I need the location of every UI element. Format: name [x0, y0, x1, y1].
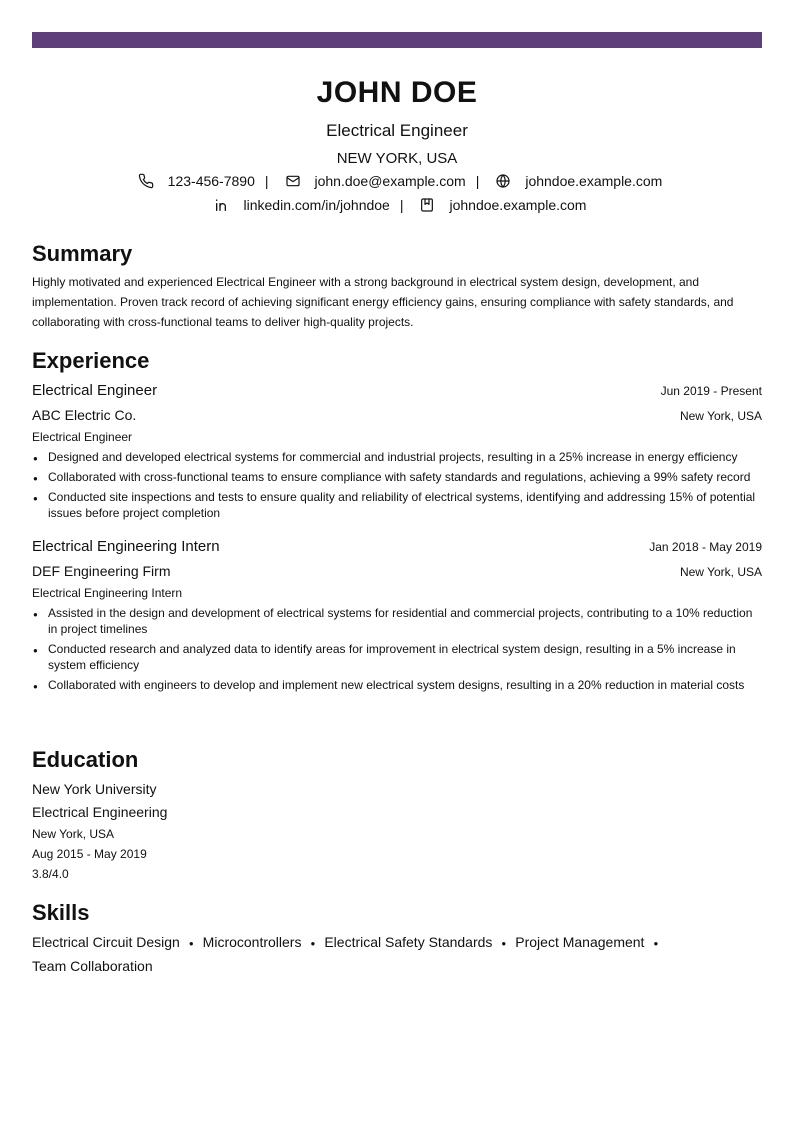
separator: |	[264, 173, 269, 189]
separator: |	[399, 197, 404, 213]
phone-number[interactable]: 123-456-7890	[167, 173, 255, 189]
skill-item: Electrical Safety Standards ●	[324, 934, 507, 950]
school-location: New York, USA	[32, 827, 115, 841]
resume-header	[32, 74, 762, 216]
company-name: ABC Electric Co.	[32, 407, 137, 423]
experience-heading: Experience	[32, 348, 150, 373]
skills-heading: Skills	[32, 900, 90, 925]
experience-section	[32, 347, 762, 707]
gpa: 3.8/4.0	[32, 867, 69, 881]
accent-bar	[32, 32, 762, 48]
skill-item: Electrical Circuit Design ●	[32, 934, 194, 950]
contact-line-2	[32, 194, 762, 216]
skill-item: Project Management ●	[515, 934, 659, 950]
bullet-item: ● Conducted research and analyzed data to identify areas for improvement in electrical system design, resulting in a 5% increase in system efficiency	[32, 641, 762, 673]
bullet-dot: ●	[188, 938, 194, 948]
school-name: New York University	[32, 781, 157, 797]
globe-icon	[495, 173, 511, 189]
job-dates: Jun 2019 - Present	[660, 384, 762, 398]
skill-item: Team Collaboration	[32, 957, 153, 974]
job-bullets	[32, 605, 762, 693]
email-icon	[285, 173, 301, 189]
summary-text: Highly motivated and experienced Electrical Engineer with a strong background in electrical system design, development, and implementation. Proven track record of achieving significant energy efficiency gains, ensuring compliance with safety standards, and collaborating with cross-functional teams to deliver high-quality projects.	[32, 275, 734, 329]
linkedin-link[interactable]: linkedin.com/in/johndoe	[243, 197, 390, 213]
bullet-dot: ●	[501, 938, 507, 948]
bullet-item: ● Collaborated with engineers to develop and implement new electrical system designs, resulting in a 20% reduction in material costs	[32, 677, 762, 693]
skill-item: Microcontrollers ●	[202, 934, 316, 950]
job-role: Electrical Engineering Intern	[32, 586, 183, 600]
bullet-item: ● Conducted site inspections and tests to ensure quality and reliability of electrical systems, identifying and addressing 15% of potential issues before project completion	[32, 489, 762, 521]
candidate-location: NEW YORK, USA	[336, 150, 458, 167]
company-name: DEF Engineering Firm	[32, 563, 171, 579]
job-location: New York, USA	[679, 565, 762, 579]
bullet-item: ● Designed and developed electrical systems for commercial and industrial projects, resulting in a 25% increase in energy efficiency	[32, 449, 762, 465]
summary-section	[32, 240, 762, 332]
phone-icon	[138, 173, 154, 189]
education-section	[32, 746, 762, 884]
job-dates: Jan 2018 - May 2019	[649, 540, 762, 554]
portfolio-icon	[419, 197, 435, 213]
job-location: New York, USA	[679, 409, 762, 423]
education-dates: Aug 2015 - May 2019	[32, 847, 147, 861]
job-role: Electrical Engineer	[32, 430, 133, 444]
linkedin-icon	[214, 197, 230, 213]
candidate-name: JOHN DOE	[316, 76, 478, 109]
candidate-title: Electrical Engineer	[326, 121, 468, 140]
separator: |	[475, 173, 480, 189]
job-title: Electrical Engineering Intern	[32, 538, 220, 555]
job-bullets	[32, 449, 762, 521]
job-entry	[32, 535, 762, 693]
education-heading: Education	[32, 747, 139, 772]
job-entry	[32, 379, 762, 521]
summary-heading: Summary	[32, 241, 133, 266]
email-link[interactable]: john.doe@example.com	[314, 173, 466, 189]
bullet-dot: ●	[653, 938, 659, 948]
skills-list	[32, 931, 682, 978]
bullet-item: ● Assisted in the design and development of electrical systems for residential and commercial projects, contributing to a 10% reduction in project timelines	[32, 605, 762, 637]
contact-line-1	[32, 170, 762, 192]
job-title: Electrical Engineer	[32, 382, 158, 399]
degree-name: Electrical Engineering	[32, 804, 168, 820]
website-link[interactable]: johndoe.example.com	[525, 173, 663, 189]
skills-section	[32, 899, 762, 978]
bullet-item: ● Collaborated with cross-functional teams to ensure compliance with safety standards and regulations, achieving a 99% safety record	[32, 469, 762, 485]
portfolio-link[interactable]: johndoe.example.com	[449, 197, 587, 213]
bullet-dot: ●	[310, 938, 316, 948]
